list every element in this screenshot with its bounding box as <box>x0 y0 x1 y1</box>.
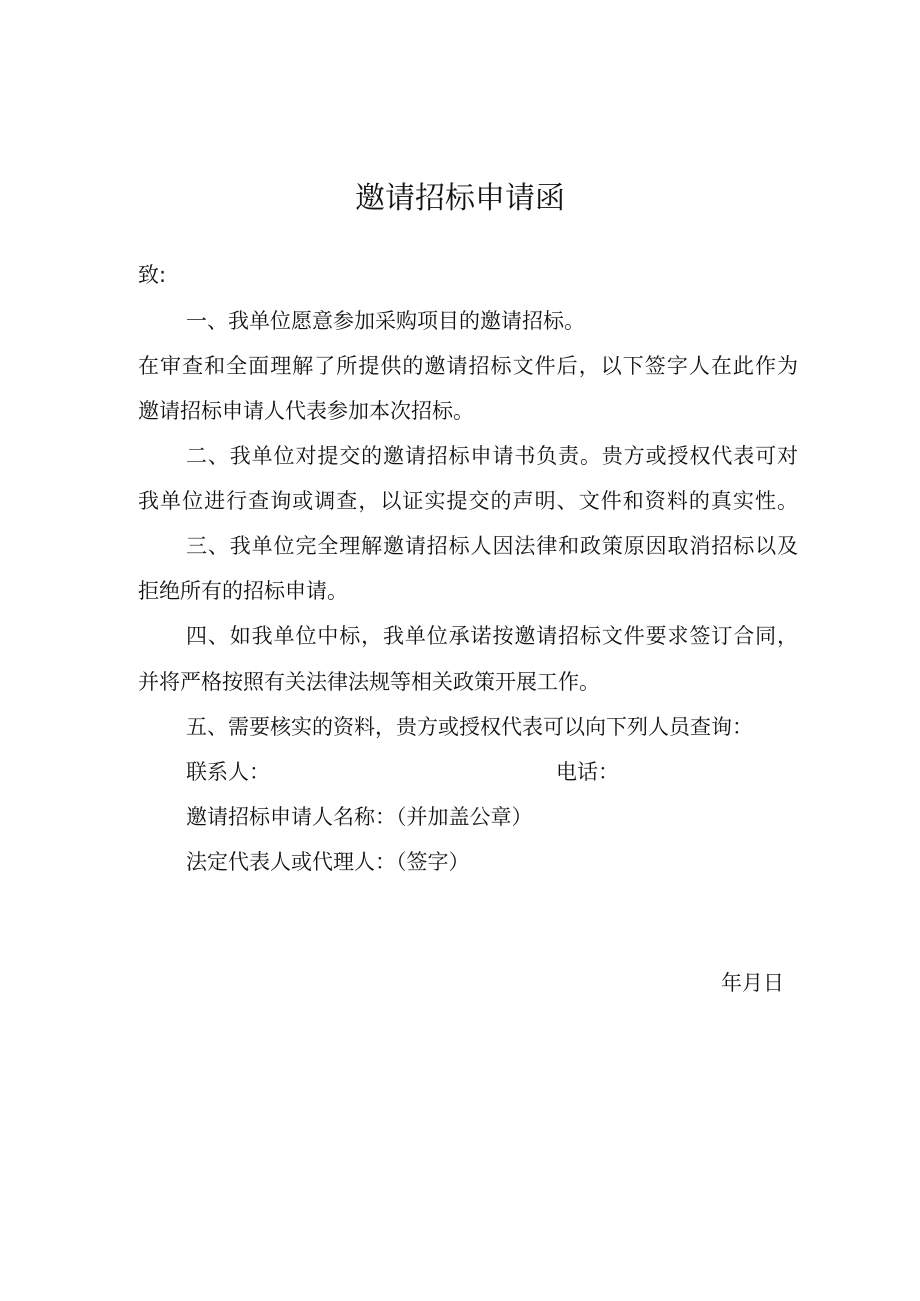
clause-1-line-1: 一、我单位愿意参加采购项目的邀请招标。 <box>186 309 585 333</box>
clause-1-line-3: 邀请招标申请人代表参加本次招标。 <box>138 399 474 423</box>
contact-label: 联系人： <box>186 760 270 784</box>
clause-4-line-2: 并将严格按照有关法律法规等相关政策开展工作。 <box>138 670 600 694</box>
clause-1-line-2: 在审查和全面理解了所提供的邀请招标文件后，以下签字人在此作为 <box>138 354 798 378</box>
clause-4-line-1: 四、如我单位中标，我单位承诺按邀请招标文件要求签订合同， <box>186 624 798 648</box>
clause-3-line-2: 拒绝所有的招标申请。 <box>138 579 348 603</box>
salutation: 致: <box>138 263 167 287</box>
legal-representative-label: 法定代表人或代理人：（签字） <box>186 850 470 874</box>
applicant-name-label: 邀请招标申请人名称：（并加盖公章） <box>186 805 533 829</box>
clause-2-line-2: 我单位进行查询或调查，以证实提交的声明、文件和资料的真实性。 <box>138 489 798 513</box>
clause-3-line-1: 三、我单位完全理解邀请招标人因法律和政策原因取消招标以及 <box>186 534 798 558</box>
document-title: 邀请招标申请函 <box>355 181 565 216</box>
clause-2-line-1: 二、我单位对提交的邀请招标申请书负责。贵方或授权代表可对 <box>186 444 798 468</box>
date-label: 年月日 <box>721 971 784 995</box>
phone-label: 电话： <box>556 760 619 784</box>
clause-5-line-1: 五、需要核实的资料，贵方或授权代表可以向下列人员查询： <box>186 715 753 739</box>
